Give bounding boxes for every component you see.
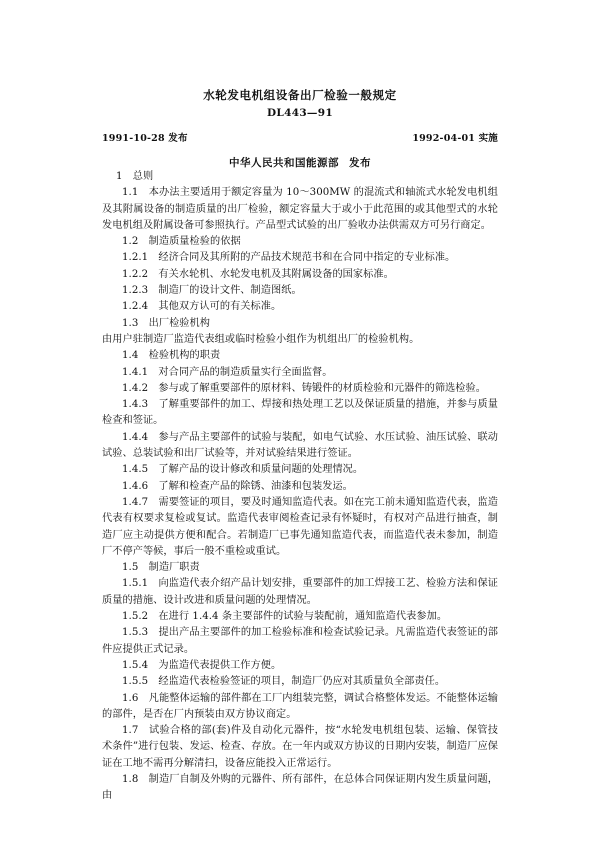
standard-code: DL443—91 xyxy=(267,107,333,119)
document-body xyxy=(102,169,498,805)
document-header xyxy=(102,88,498,170)
clause-1-5-4: 1.5.4 为监造代表提供工作方便。 xyxy=(122,659,282,671)
clause-1-2-4: 1.2.4 其他双方认可的有关标准。 xyxy=(122,301,282,313)
clause-1-8: 1.8 制造厂自制及外购的元器件、所有部件，在总体合同保证期内发生质量问题，由 xyxy=(102,773,498,802)
issuer-line xyxy=(102,155,498,170)
clause-1-3-body: 由用户驻制造厂监造代表组或临时检验小组作为机组出厂的检验机构。 xyxy=(102,333,420,345)
clause-1-5: 1.5 制造厂职责 xyxy=(122,562,200,574)
issue-date: 1991-10-28 发布 xyxy=(102,133,188,144)
date-row xyxy=(102,130,498,144)
clause-1-4-6: 1.4.6 了解和检查产品的除锈、油漆和包装发运。 xyxy=(122,480,353,492)
clause-1-2-1: 1.2.1 经济合同及其所附的产品技术规范书和在合同中指定的专业标准。 xyxy=(122,252,456,264)
clause-1-4-1: 1.4.1 对合同产品的制造质量实行全面监督。 xyxy=(122,366,333,378)
section-1-heading: 1 总则 xyxy=(116,171,154,182)
clause-1-2: 1.2 制造质量检验的依据 xyxy=(122,236,241,248)
issuer-verb: 发布 xyxy=(349,157,371,169)
effective-date: 1992-04-01 实施 xyxy=(412,133,498,144)
clause-1-4-5: 1.4.5 了解产品的设计修改和质量问题的处理情况。 xyxy=(122,464,364,476)
clause-1-4-3: 1.4.3 了解重要部件的加工、焊接和热处理工艺以及保证质量的措施，并参与质量检查和签证。 xyxy=(102,399,498,427)
clause-1-4-4: 1.4.4 参与产品主要部件的试验与装配，如电气试验、水压试验、油压试验、联动试验、总装试验和出厂试验等，并对试验结果进行签证。 xyxy=(102,431,498,460)
clause-1-5-1: 1.5.1 向监造代表介绍产品计划安排，重要部件的加工焊接工艺、检验方法和保证质量的措施、设计改进和质量问题的处理情况。 xyxy=(102,578,498,606)
clause-1-5-2: 1.5.2 在进行 1.4.4 条主要部件的试验与装配前，通知监造代表参加。 xyxy=(122,611,448,623)
clause-1-5-3: 1.5.3 提出产品主要部件的加工检验标准和检查试验记录。凡需监造代表签证的部件应提供正式记录。 xyxy=(102,627,498,655)
clause-1-5-5: 1.5.5 经监造代表检验签证的项目，制造厂仍应对其质量负全部责任。 xyxy=(122,676,446,688)
clause-1-4-2: 1.4.2 参与或了解重要部件的原材料、铸锻件的材质检验和元器件的筛选检验。 xyxy=(122,382,487,394)
clause-1-2-2: 1.2.2 有关水轮机、水轮发电机及其附属设备的国家标准。 xyxy=(122,268,394,280)
clause-1-7: 1.7 试验合格的部(套)件及自动化元器件，按“水轮发电机组包装、运输、保管技术条件”进行包装、发运、检查、存放。在一年内或双方协议的日期内安装，制造厂应保证在工地不需再分解清扫，设备应能投入正常运行。 xyxy=(102,725,498,769)
clause-1-2-3: 1.2.3 制造厂的设计文件、制造图纸。 xyxy=(122,285,302,297)
document-title: 水轮发电机组设备出厂检验一般规定 xyxy=(203,88,397,102)
clause-1-4-7: 1.4.7 需要签证的项目，要及时通知监造代表。如在完工前未通知监造代表，监造代表有权要求复检或复试。监造代表审阅检查记录有怀疑时，有权对产品进行抽查，制造厂应主动提供方便和配合。若制造厂已事先通知监造代表，而监造代表未参加，制造厂不停产等候，事后一般不重检或重试。 xyxy=(102,496,498,557)
clause-1-3: 1.3 出厂检验机构 xyxy=(122,317,211,329)
clause-1-4: 1.4 检验机构的职责 xyxy=(122,350,221,362)
clause-1-1: 1.1 本办法主要适用于额定容量为 10～300MW 的混流式和轴流式水轮发电机组及其附属设备的制造质量的出厂检验，额定容量大于或小于此范围的或其他型式的水轮发电机组及附属设备可参照执行。产品型式试验的出厂验收办法供需双方可另行商定。 xyxy=(102,187,498,231)
clause-1-6: 1.6 凡能整体运输的部件都在工厂内组装完整，调试合格整体发运。不能整体运输的部件，是否在厂内预装由双方协议商定。 xyxy=(102,692,498,720)
issuer-organization: 中华人民共和国能源部 xyxy=(229,157,339,169)
